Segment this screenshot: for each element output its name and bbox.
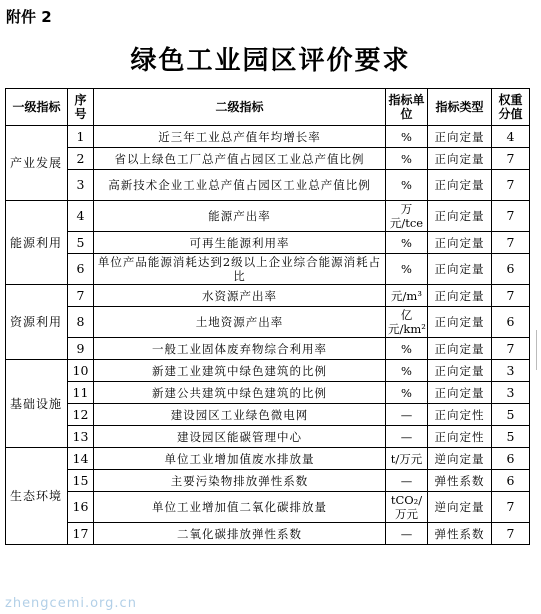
row-weight: 3 — [492, 360, 530, 382]
row-type: 正向定量 — [428, 232, 492, 254]
header-weight: 权重分值 — [492, 89, 530, 126]
row-unit: — — [386, 426, 428, 448]
attachment-label: 附件 2 — [6, 8, 52, 26]
header-unit: 指标单位 — [386, 89, 428, 126]
header-level2: 二级指标 — [94, 89, 386, 126]
row-type: 正向定性 — [428, 426, 492, 448]
row-number: 8 — [68, 307, 94, 338]
section-name: 能源利用 — [6, 201, 68, 285]
row-number: 5 — [68, 232, 94, 254]
row-weight: 6 — [492, 470, 530, 492]
table-row — [6, 360, 530, 382]
table-row — [6, 170, 530, 201]
row-weight: 7 — [492, 523, 530, 545]
row-number: 3 — [68, 170, 94, 201]
table-row — [6, 126, 530, 148]
row-indicator: 新建公共建筑中绿色建筑的比例 — [94, 382, 386, 404]
row-number: 16 — [68, 492, 94, 523]
table-row — [6, 492, 530, 523]
row-weight: 6 — [492, 254, 530, 285]
row-type: 正向定量 — [428, 201, 492, 232]
row-indicator: 主要污染物排放弹性系数 — [94, 470, 386, 492]
table-row — [6, 232, 530, 254]
row-weight: 7 — [492, 285, 530, 307]
row-type: 正向定量 — [428, 338, 492, 360]
section-name: 产业发展 — [6, 126, 68, 201]
row-type: 正向定量 — [428, 148, 492, 170]
row-weight: 7 — [492, 170, 530, 201]
row-unit: t/万元 — [386, 448, 428, 470]
row-number: 14 — [68, 448, 94, 470]
table-row — [6, 523, 530, 545]
row-unit: % — [386, 126, 428, 148]
row-indicator: 一般工业固体废弃物综合利用率 — [94, 338, 386, 360]
row-number: 6 — [68, 254, 94, 285]
row-weight: 7 — [492, 232, 530, 254]
row-type: 正向定量 — [428, 170, 492, 201]
row-unit: — — [386, 404, 428, 426]
row-number: 1 — [68, 126, 94, 148]
page-title: 绿色工业园区评价要求 — [130, 46, 411, 76]
row-type: 正向定量 — [428, 307, 492, 338]
row-number: 11 — [68, 382, 94, 404]
row-number: 17 — [68, 523, 94, 545]
row-weight: 6 — [492, 307, 530, 338]
row-type: 逆向定量 — [428, 492, 492, 523]
section-name: 资源利用 — [6, 285, 68, 360]
row-number: 7 — [68, 285, 94, 307]
table-row — [6, 382, 530, 404]
section-name: 生态环境 — [6, 448, 68, 545]
header-level1: 一级指标 — [6, 89, 68, 126]
row-indicator: 建设园区工业绿色微电网 — [94, 404, 386, 426]
row-unit: % — [386, 148, 428, 170]
table-row — [6, 338, 530, 360]
table-row — [6, 254, 530, 285]
table-row — [6, 285, 530, 307]
row-unit: % — [386, 382, 428, 404]
row-indicator: 二氧化碳排放弹性系数 — [94, 523, 386, 545]
row-indicator: 能源产出率 — [94, 201, 386, 232]
row-indicator: 省以上绿色工厂总产值占园区工业总产值比例 — [94, 148, 386, 170]
row-type: 正向定量 — [428, 382, 492, 404]
row-type: 正向定性 — [428, 404, 492, 426]
row-indicator: 建设园区能碳管理中心 — [94, 426, 386, 448]
row-indicator: 单位产品能源消耗达到2级以上企业综合能源消耗占比 — [94, 254, 386, 285]
row-weight: 3 — [492, 382, 530, 404]
row-weight: 5 — [492, 404, 530, 426]
section-name: 基础设施 — [6, 360, 68, 448]
row-unit: % — [386, 338, 428, 360]
row-unit: — — [386, 470, 428, 492]
row-weight: 4 — [492, 126, 530, 148]
row-type: 正向定量 — [428, 254, 492, 285]
row-weight: 7 — [492, 148, 530, 170]
row-type: 逆向定量 — [428, 448, 492, 470]
header-seq: 序号 — [68, 89, 94, 126]
row-type: 正向定量 — [428, 285, 492, 307]
row-type: 正向定量 — [428, 126, 492, 148]
row-number: 9 — [68, 338, 94, 360]
row-number: 10 — [68, 360, 94, 382]
row-weight: 5 — [492, 426, 530, 448]
row-indicator: 高新技术企业工业总产值占园区工业总产值比例 — [94, 170, 386, 201]
row-number: 2 — [68, 148, 94, 170]
row-number: 4 — [68, 201, 94, 232]
row-type: 正向定量 — [428, 360, 492, 382]
row-indicator: 单位工业增加值废水排放量 — [94, 448, 386, 470]
row-unit: % — [386, 360, 428, 382]
evaluation-table — [5, 88, 530, 545]
row-indicator: 土地资源产出率 — [94, 307, 386, 338]
table-row — [6, 448, 530, 470]
table-body — [6, 126, 530, 545]
table-row — [6, 307, 530, 338]
row-indicator: 可再生能源利用率 — [94, 232, 386, 254]
window-edge-handle — [536, 330, 541, 370]
row-unit: % — [386, 232, 428, 254]
row-unit: 元/m³ — [386, 285, 428, 307]
row-unit: % — [386, 170, 428, 201]
table-row — [6, 470, 530, 492]
row-number: 15 — [68, 470, 94, 492]
row-type: 弹性系数 — [428, 523, 492, 545]
table-header-row — [6, 89, 530, 126]
table-row — [6, 201, 530, 232]
row-type: 弹性系数 — [428, 470, 492, 492]
row-unit: % — [386, 254, 428, 285]
table-row — [6, 148, 530, 170]
row-indicator: 近三年工业总产值年均增长率 — [94, 126, 386, 148]
row-weight: 7 — [492, 201, 530, 232]
row-unit: 万元/tce — [386, 201, 428, 232]
watermark: zhengcemi.org.cn — [5, 596, 137, 611]
row-number: 12 — [68, 404, 94, 426]
row-unit: — — [386, 523, 428, 545]
table-row — [6, 404, 530, 426]
table-row — [6, 426, 530, 448]
row-indicator: 水资源产出率 — [94, 285, 386, 307]
row-unit: 亿元/km² — [386, 307, 428, 338]
row-weight: 7 — [492, 338, 530, 360]
row-weight: 6 — [492, 448, 530, 470]
row-number: 13 — [68, 426, 94, 448]
row-indicator: 新建工业建筑中绿色建筑的比例 — [94, 360, 386, 382]
row-indicator: 单位工业增加值二氧化碳排放量 — [94, 492, 386, 523]
row-unit: tCO₂/万元 — [386, 492, 428, 523]
row-weight: 7 — [492, 492, 530, 523]
header-type: 指标类型 — [428, 89, 492, 126]
